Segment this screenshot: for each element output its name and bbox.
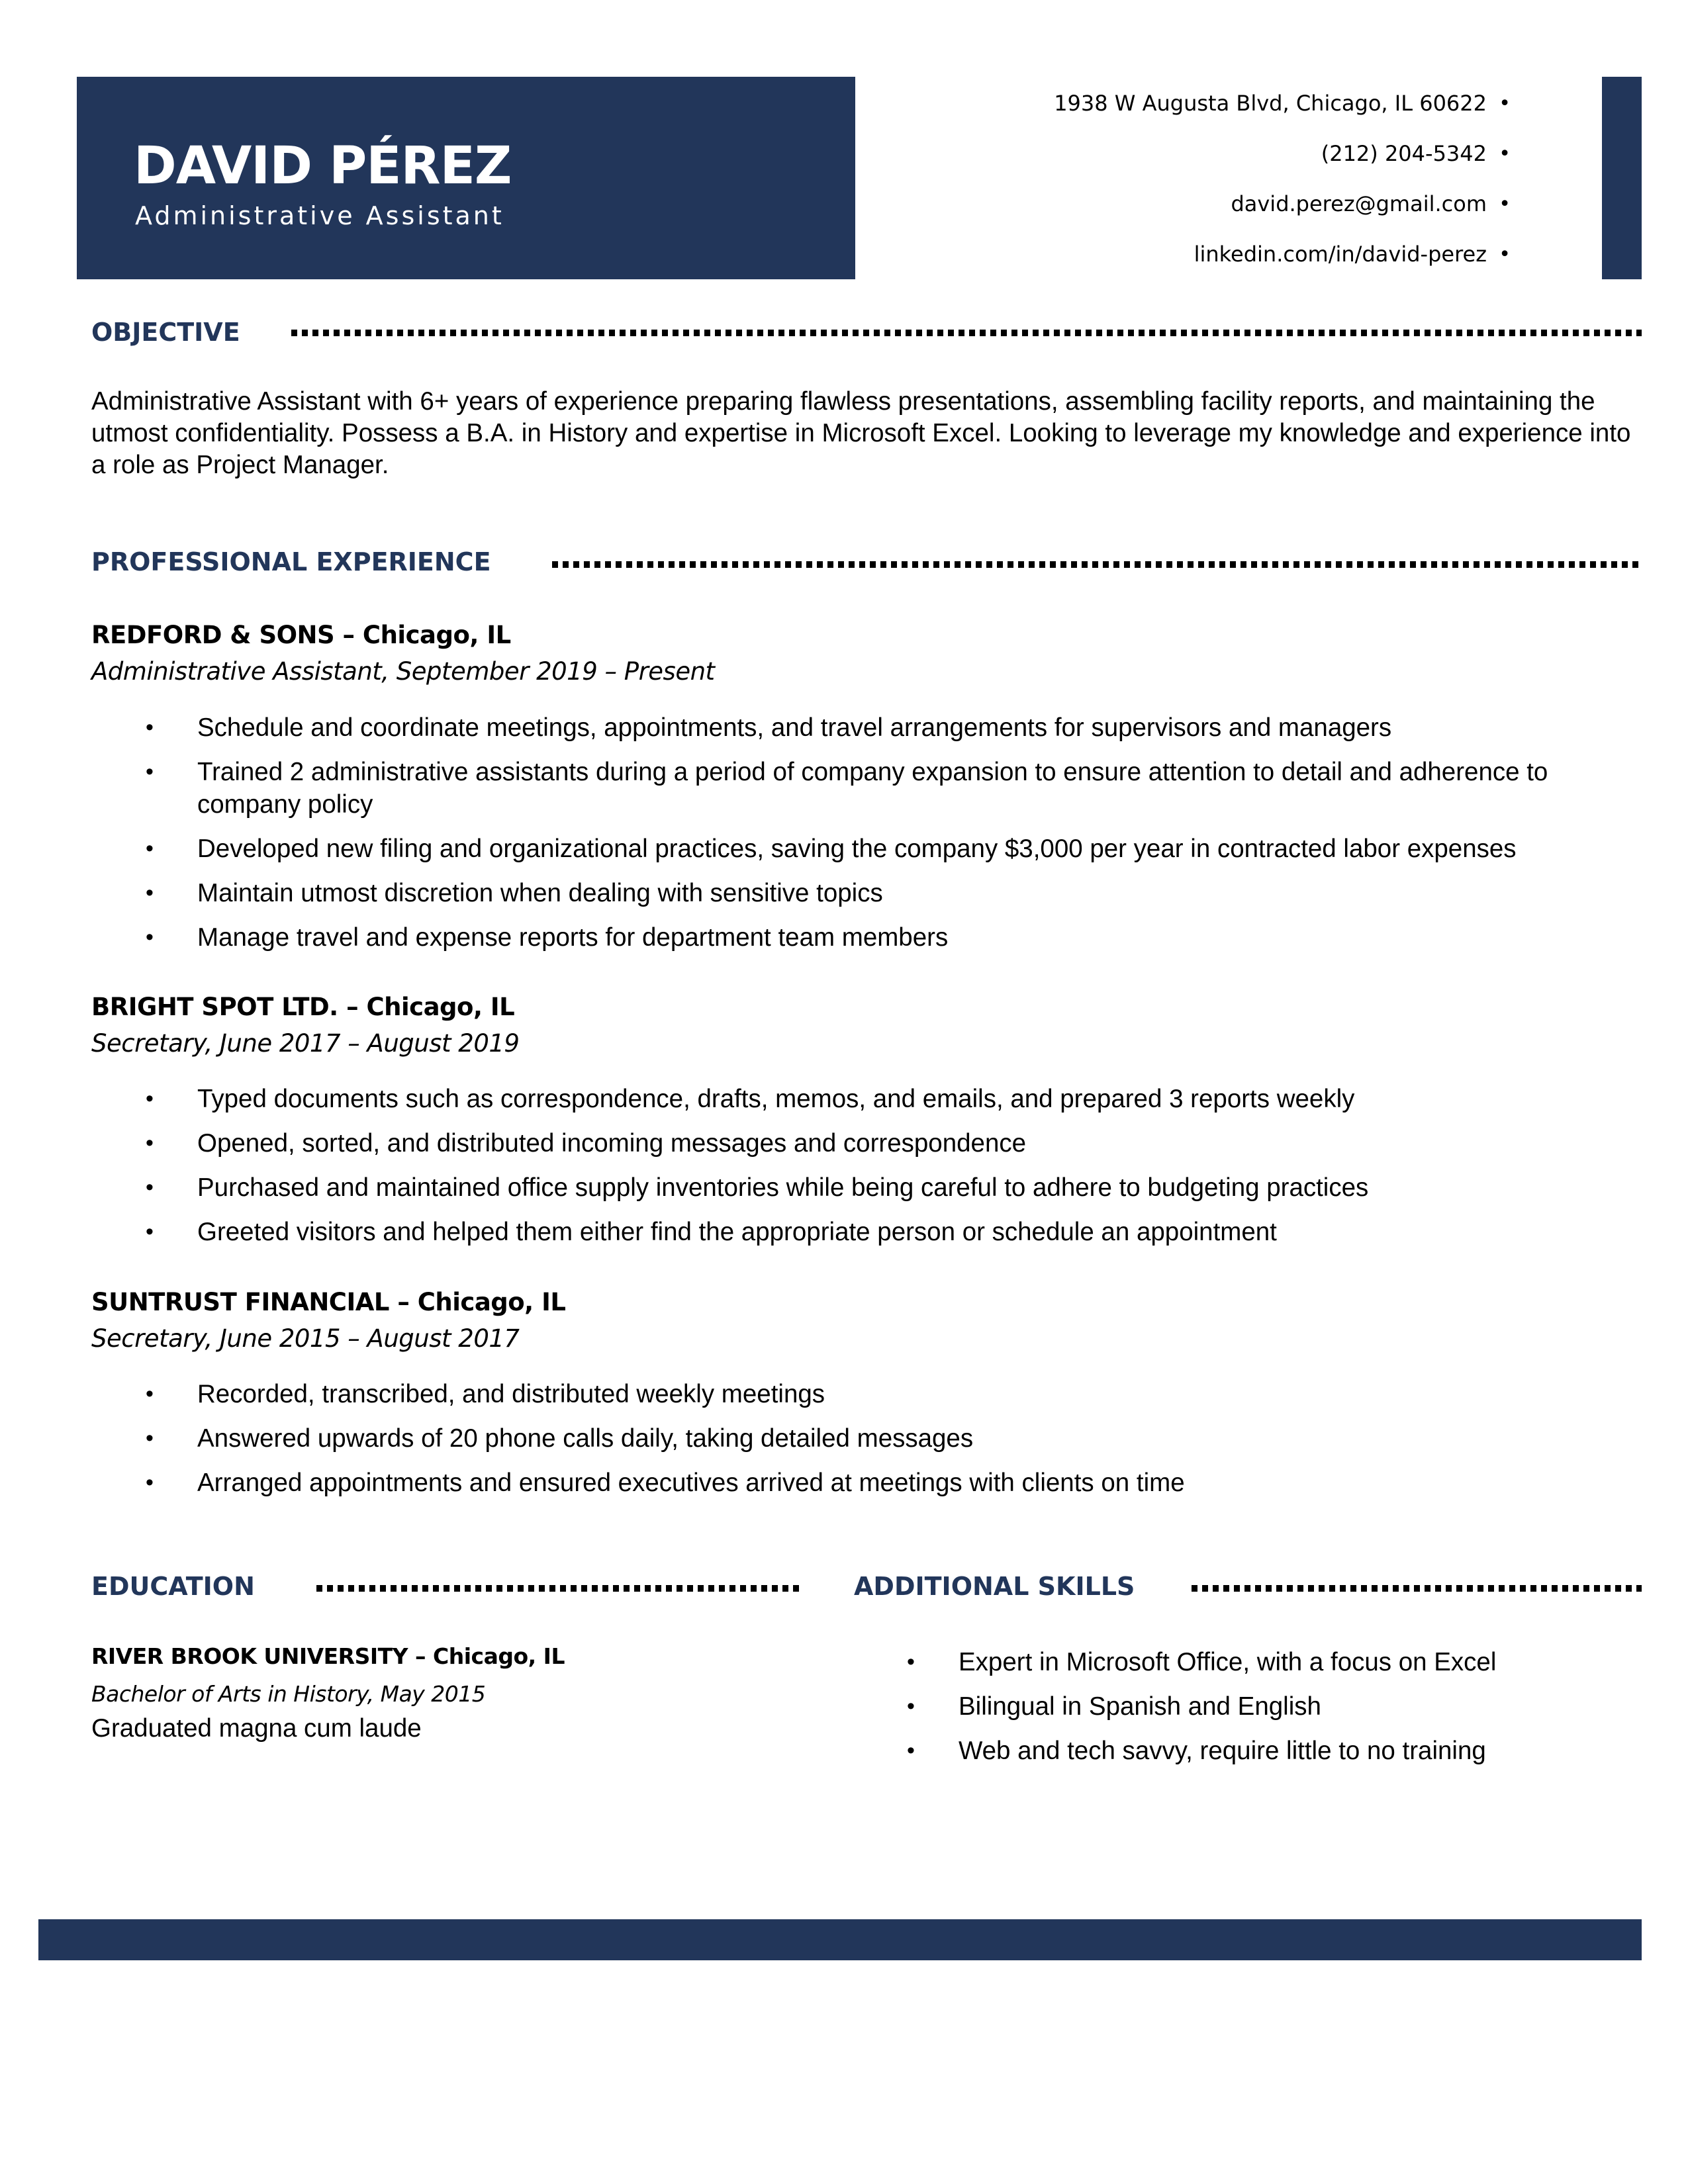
job-company: BRIGHT SPOT LTD. – Chicago, IL: [91, 993, 515, 1021]
list-item: • Trained 2 administrative assistants during a period of company expansion to ensure attention to detail and adherence to company policy: [99, 756, 1642, 821]
list-item: • Typed documents such as correspondence, drafts, memos, and emails, and prepared 3 reports weekly: [99, 1083, 1642, 1115]
candidate-name: DAVID PÉREZ: [134, 136, 512, 196]
section-divider: [1192, 1585, 1642, 1592]
footer-bar: [38, 1919, 1642, 1960]
linkedin-link[interactable]: linkedin.com/in/david-perez: [1194, 242, 1487, 267]
list-item: • Opened, sorted, and distributed incoming messages and correspondence: [99, 1127, 1642, 1160]
list-item: • Arranged appointments and ensured executives arrived at meetings with clients on time: [99, 1467, 1642, 1499]
list-item: • Recorded, transcribed, and distributed weekly meetings: [99, 1378, 1642, 1410]
section-divider: [552, 561, 1642, 568]
list-item: • Manage travel and expense reports for department team members: [99, 921, 1642, 954]
name-banner: [77, 77, 855, 279]
email-link[interactable]: david.perez@gmail.com: [1231, 191, 1487, 216]
list-item: • Answered upwards of 20 phone calls daily, taking detailed messages: [99, 1422, 1642, 1455]
phone-text: (212) 204-5342: [1321, 141, 1487, 166]
list-item: • Greeted visitors and helped them either find the appropriate person or schedule an appointment: [99, 1216, 1642, 1248]
bullet-icon: •: [1499, 91, 1511, 115]
contact-phone: [849, 128, 1511, 179]
honors: Graduated magna cum laude: [91, 1714, 422, 1743]
contact-linkedin: [849, 229, 1511, 279]
contact-email: [849, 179, 1511, 229]
section-divider: [291, 330, 1642, 336]
list-item: • Web and tech savvy, require little to no training: [861, 1735, 1642, 1767]
bullet-icon: •: [1499, 192, 1511, 216]
list-item: • Developed new filing and organizational practices, saving the company $3,000 per year in contracted labor expenses: [99, 833, 1642, 865]
skills-list: [861, 1646, 1642, 1779]
job-bullets: [99, 1083, 1642, 1260]
job-role: Administrative Assistant, September 2019 – Present: [91, 657, 715, 686]
list-item: • Schedule and coordinate meetings, appointments, and travel arrangements for supervisors and managers: [99, 711, 1642, 744]
job-company: SUNTRUST FINANCIAL – Chicago, IL: [91, 1288, 566, 1316]
list-item: • Expert in Microsoft Office, with a focus on Excel: [861, 1646, 1642, 1678]
objective-heading: OBJECTIVE: [91, 318, 240, 347]
job-role: Secretary, June 2015 – August 2017: [91, 1324, 520, 1353]
objective-text: Administrative Assistant with 6+ years of experience preparing flawless presentations, assembling facility reports, and maintaining the utmost confidentiality. Possess a B.A. in History and expertise in Microsoft Excel. Looking to leverage my knowledge and experience into a role as Project Manager.: [91, 387, 1631, 479]
job-company: REDFORD & SONS – Chicago, IL: [91, 621, 511, 649]
education-heading: EDUCATION: [91, 1572, 255, 1601]
job-role: Secretary, June 2017 – August 2019: [91, 1029, 520, 1058]
experience-heading: PROFESSIONAL EXPERIENCE: [91, 547, 491, 576]
job-bullets: [99, 1378, 1642, 1511]
list-item: • Purchased and maintained office supply inventories while being careful to adhere to budgeting practices: [99, 1171, 1642, 1204]
candidate-title: Administrative Assistant: [135, 201, 504, 230]
bullet-icon: •: [1499, 242, 1511, 266]
job-bullets: [99, 711, 1642, 966]
list-item: • Maintain utmost discretion when dealing with sensitive topics: [99, 877, 1642, 909]
address-text: 1938 W Augusta Blvd, Chicago, IL 60622: [1054, 91, 1487, 116]
bullet-icon: •: [1499, 142, 1511, 165]
section-divider: [316, 1585, 800, 1592]
contact-address: [849, 78, 1511, 128]
school-name: RIVER BROOK UNIVERSITY – Chicago, IL: [91, 1643, 565, 1669]
degree: Bachelor of Arts in History, May 2015: [91, 1681, 486, 1707]
skills-heading: ADDITIONAL SKILLS: [854, 1572, 1135, 1601]
list-item: • Bilingual in Spanish and English: [861, 1690, 1642, 1723]
decorative-side-bar: [1602, 77, 1642, 279]
contact-info: [849, 78, 1511, 279]
